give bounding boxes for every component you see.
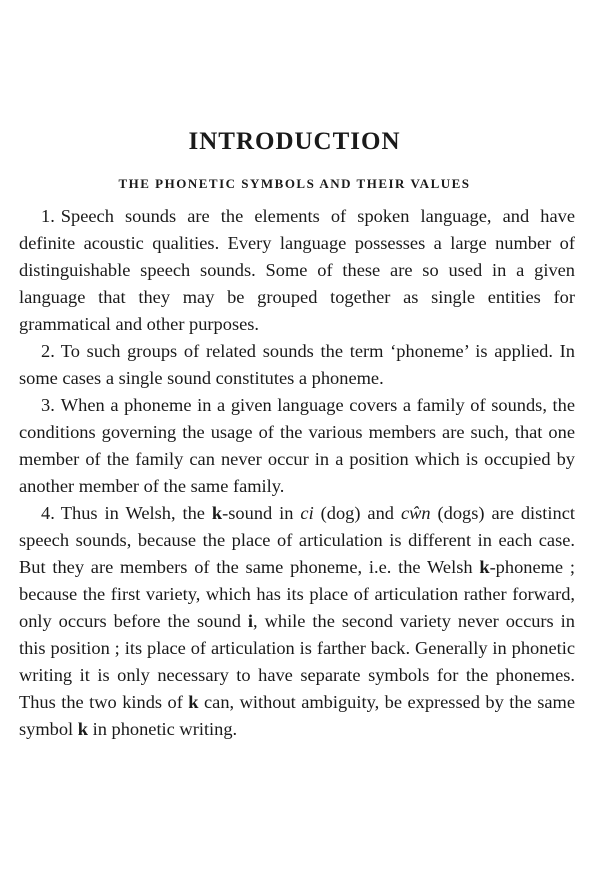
paragraph-text: can, without ambiguity, be expressed by the same symbol [19, 692, 575, 739]
paragraph-text: -phoneme ; because the first variety, which has its place of articulation rather forward, only occurs before the sound [19, 557, 575, 631]
welsh-word: ci [300, 503, 314, 523]
welsh-word: cŵn [400, 503, 431, 523]
paragraph-1 [19, 203, 575, 338]
paragraph-text: (dog) and [313, 503, 401, 523]
phonetic-symbol: k [77, 719, 88, 739]
paragraph-4 [19, 500, 575, 743]
body-text [19, 203, 575, 743]
paragraph-number: 1. [41, 206, 55, 226]
page-title: INTRODUCTION [188, 128, 401, 155]
phonetic-symbol: k [211, 503, 223, 523]
paragraph-number: 2. [41, 341, 55, 361]
paragraph-3 [19, 392, 575, 500]
paragraph-text: When a phoneme in a given language covers a family of sounds, the conditions governing the usage of the various members are such, that one member of the family can never occur in a position which is occupied by another member of the same family. [19, 395, 575, 496]
phonetic-symbol: i [247, 611, 254, 631]
paragraph-2 [19, 338, 575, 392]
paragraph-text: Thus in Welsh, the [60, 503, 212, 523]
paragraph-text: -sound in [222, 503, 301, 523]
paragraph-number: 4. [41, 503, 55, 523]
paragraph-text: in phonetic writing. [88, 719, 238, 739]
paragraph-text: (dogs) are distinct speech sounds, because the place of articulation is different in each case. But they are members of the same phoneme, i.e. the Welsh [19, 503, 575, 577]
paragraph-number: 3. [41, 395, 55, 415]
section-subtitle: THE PHONETIC SYMBOLS AND THEIR VALUES [118, 176, 471, 191]
phonetic-symbol: k [188, 692, 199, 712]
phonetic-symbol: k [479, 557, 490, 577]
paragraph-text: , while the second variety never occurs in this position ; its place of articulation is farther back. Generally in phonetic writing it is only necessary to have separate symbols for the phonemes. Thus the two kinds of [19, 611, 575, 712]
paragraph-text: To such groups of related sounds the term ‘phoneme’ is applied. In some cases a single sound constitutes a phoneme. [19, 341, 575, 388]
paragraph-text: Speech sounds are the elements of spoken language, and have definite acoustic qualities. Every language possesses a large number of distinguishable speech sounds. Some of these are so used in a given language that they may be grouped together as single entities for grammatical and other purposes. [19, 206, 575, 334]
